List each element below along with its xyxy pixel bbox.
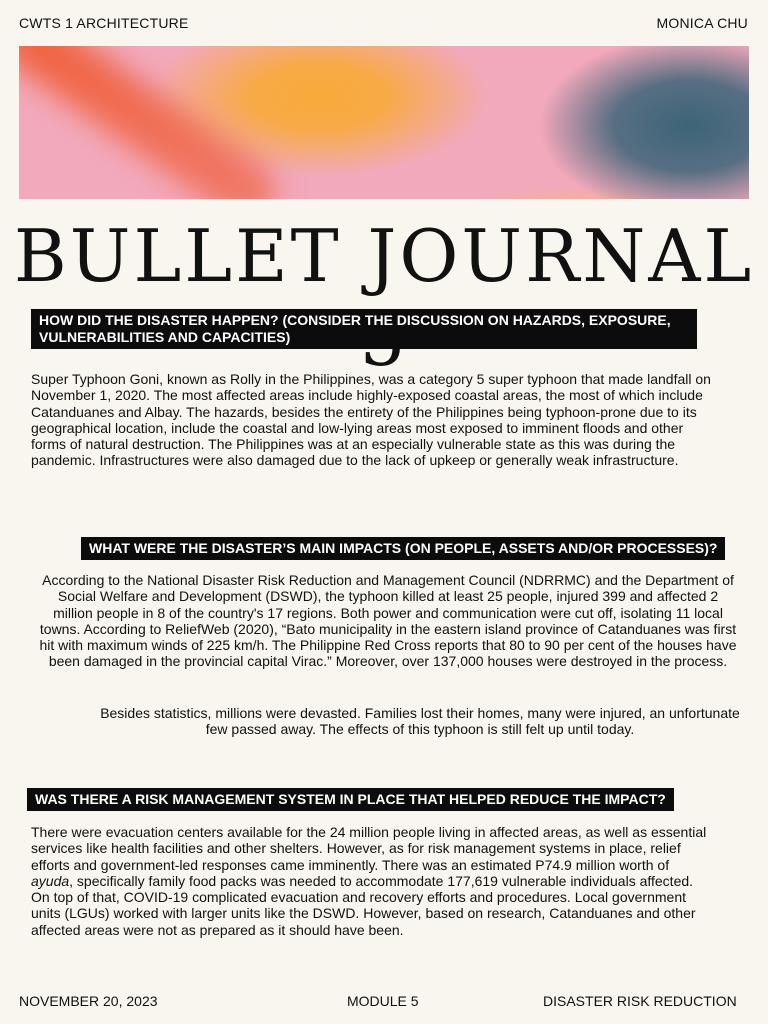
ayuda-term: ayuda [31, 872, 70, 889]
answer-1-text: Super Typhoon Goni, known as Rolly in the Philippines, was a category 5 super typhoon that made landfall on November 1, 2020. The most affected areas include highly-exposed coastal areas, the most of which include Catanduanes and Albay. The hazards, besides the entirety of the Philippines being typhoon-prone due to its geographical location, include the coastal and low-lying areas most exposed to imminent floods and other forms of natural destruction. The Philippines was at an especially vulnerable state as this was during the pandemic. Infrastructures were also damaged due to the lack of upkeep or generally weak infrastructure. [31, 371, 711, 469]
question-3-label: WAS THERE A RISK MANAGEMENT SYSTEM IN PLACE THAT HELPED REDUCE THE IMPACT? [27, 788, 674, 811]
course-label: CWTS 1 ARCHITECTURE [19, 15, 189, 31]
answer-2-text-cont: Besides statistics, millions were devasted. Families lost their homes, many were injured, an unfortunate few passed away. The effects of this typhoon is still felt up until today. [100, 705, 740, 738]
answer-2-text: According to the National Disaster Risk Reduction and Management Council (NDRRMC) and the Department of Social Welfare and Development (DSWD), the typhoon killed at least 25 people, injured 399 and affected 2 million people in 8 of the country's 17 regions. Both power and communication were cut off, isolating 11 local towns. According to ReliefWeb (2020), “Bato municipality in the eastern island province of Catanduanes was first hit with maximum winds of 225 km/h. The Philippine Red Cross reports that 80 to 90 per cent of the houses have been damaged in the provincial capital Virac.” Moreover, over 137,000 houses were destroyed in the process. [39, 572, 737, 670]
footer-date: NOVEMBER 20, 2023 [19, 993, 158, 1009]
footer-module: MODULE 5 [347, 993, 419, 1009]
answer-3-text [31, 824, 711, 938]
author-name: MONICA CHU [656, 15, 748, 31]
question-1-label: HOW DID THE DISASTER HAPPEN? (CONSIDER THE DISCUSSION ON HAZARDS, EXPOSURE, VULNERABILITIES AND CAPACITIES) [31, 309, 697, 349]
banner-streak [19, 46, 287, 199]
gradient-banner [19, 46, 749, 199]
question-2-label: WHAT WERE THE DISASTER’S MAIN IMPACTS (ON PEOPLE, ASSETS AND/OR PROCESSES)? [81, 537, 725, 560]
answer-3-text-b: , specifically family food packs was needed to accommodate 177,619 vulnerable individuals affected. On top of that, COVID-19 complicated evacuation and recovery efforts and procedures. Local government units (LGUs) worked with larger units like the DSWD. However, based on research, Catanduanes and other affected areas were not as prepared as it should have been. [31, 872, 696, 938]
page-title: BULLET JOURNAL [13, 214, 755, 298]
answer-3-text-a: There were evacuation centers available for the 24 million people living in affected areas, as well as essential services like health facilities and other shelters. However, as for risk management systems in place, relief efforts and government-led responses came imminently. There was an estimated P74.9 million worth of [31, 824, 707, 873]
footer-subject: DISASTER RISK REDUCTION [543, 993, 737, 1009]
